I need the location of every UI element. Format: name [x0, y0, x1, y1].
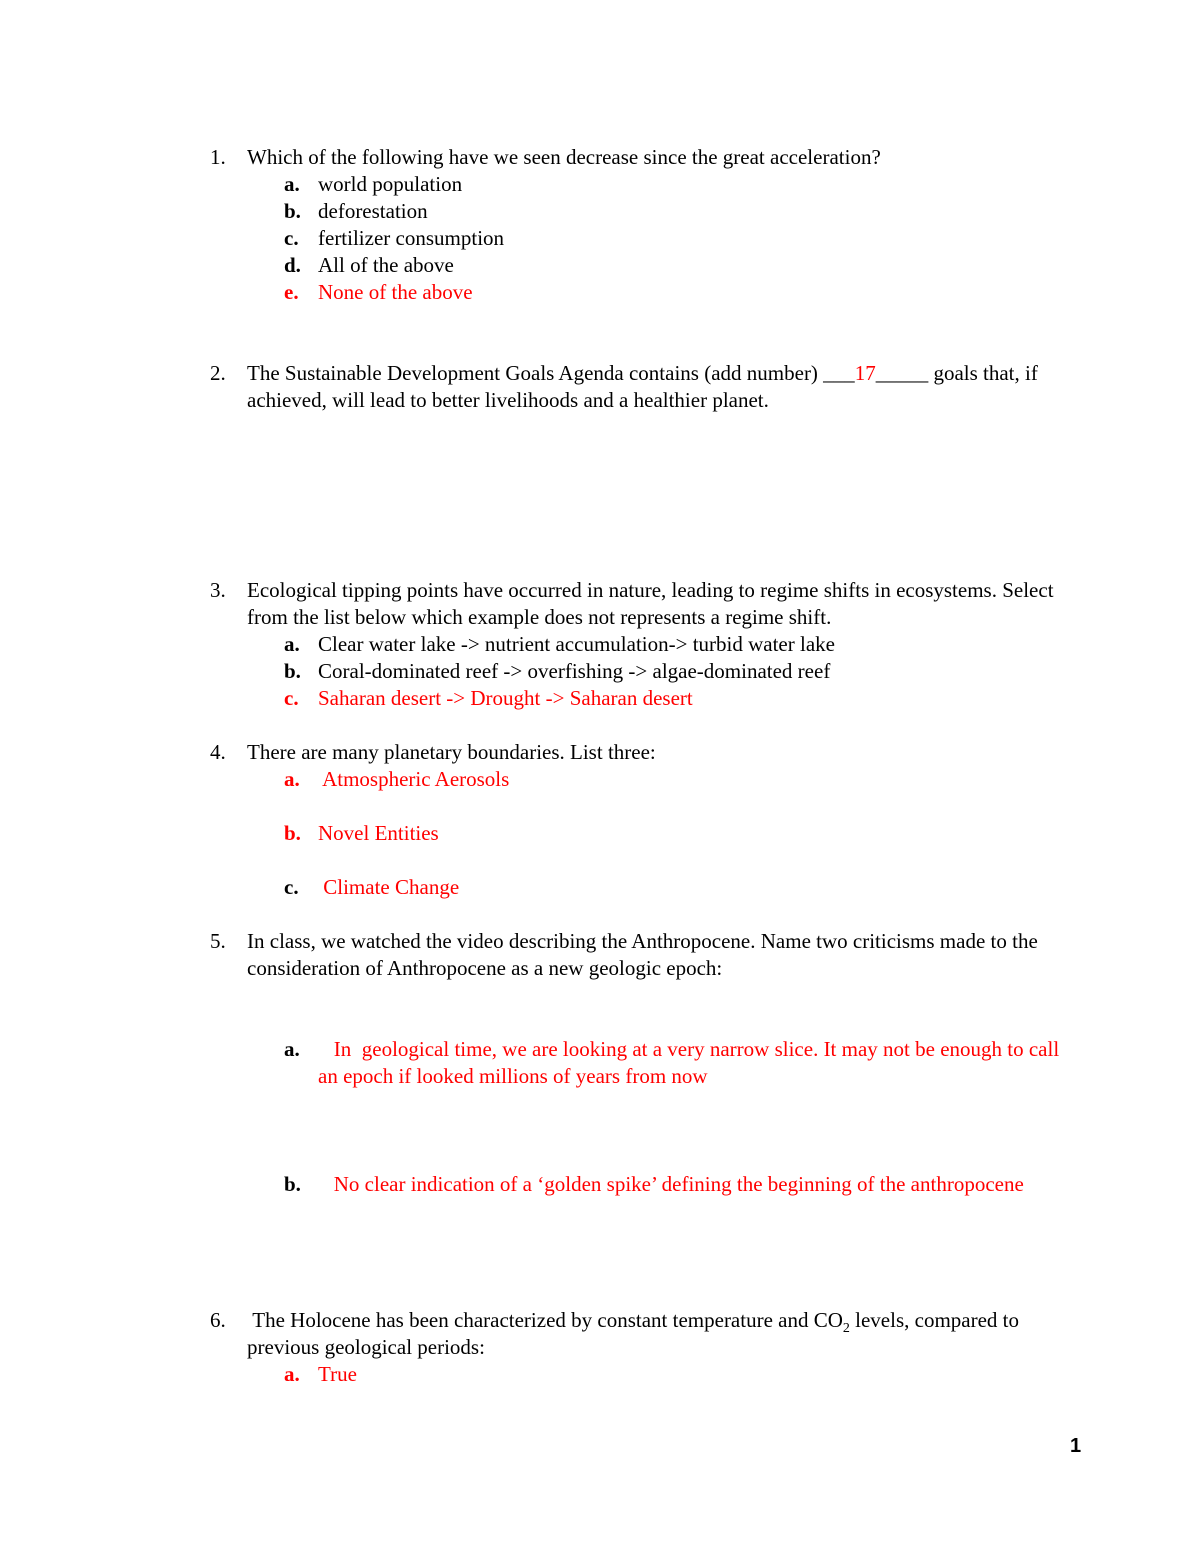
question-number: 2.	[210, 361, 226, 385]
option-text: deforestation	[318, 199, 428, 223]
option-c-answer	[284, 685, 1084, 712]
option-a	[284, 631, 1084, 658]
option-letter: b.	[284, 821, 301, 845]
option-letter: a.	[284, 172, 300, 196]
option-letter: e.	[284, 280, 299, 304]
option-text: All of the above	[318, 253, 454, 277]
option-c-answer	[284, 874, 1084, 901]
question-text: In class, we watched the video describing the Anthropocene. Name two criticisms made to the consideration of Anthropocene as a new geologic epoch:	[247, 929, 1038, 980]
option-text: Climate Change	[318, 875, 460, 899]
option-text: True	[318, 1362, 357, 1386]
option-a-answer	[284, 1361, 1084, 1388]
option-text: world population	[318, 172, 463, 196]
option-text: Atmospheric Aerosols	[318, 767, 510, 791]
question-text: Which of the following have we seen decrease since the great acceleration?	[247, 145, 881, 169]
question-number: 6.	[210, 1308, 226, 1332]
subscript: 2	[842, 1321, 850, 1337]
question-number: 3.	[210, 578, 226, 602]
page-number: 1	[1070, 1435, 1082, 1457]
question-text	[247, 1307, 1090, 1361]
option-text: No clear indication of a ‘golden spike’ defining the beginning of the anthropocene	[318, 1172, 1024, 1196]
question-text: Ecological tipping points have occurred in nature, leading to regime shifts in ecosystems. Select from the list below which example does not represents a regime shift.	[247, 578, 1054, 629]
option-c	[284, 225, 1084, 252]
question-text	[247, 360, 1090, 414]
question-number: 4.	[210, 740, 226, 764]
question-5	[210, 928, 1090, 1198]
question-text-after: _____ goals that, if achieved, will lead to better livelihoods and a healthier planet.	[247, 361, 1038, 412]
option-letter: b.	[284, 199, 301, 223]
option-a-answer	[284, 766, 1084, 793]
option-e-answer	[284, 279, 1084, 306]
option-letter: c.	[284, 686, 299, 710]
question-2	[210, 360, 1090, 414]
question-text: There are many planetary boundaries. List three:	[247, 740, 656, 764]
question-3	[210, 577, 1090, 712]
option-d	[284, 252, 1084, 279]
option-text: Saharan desert -> Drought -> Saharan desert	[318, 686, 693, 710]
option-letter: c.	[284, 226, 299, 250]
option-b	[284, 658, 1084, 685]
option-letter: a.	[284, 1362, 300, 1386]
option-text: Clear water lake -> nutrient accumulation-> turbid water lake	[318, 632, 835, 656]
option-letter: a.	[284, 767, 300, 791]
option-text: None of the above	[318, 280, 473, 304]
option-a	[284, 171, 1084, 198]
option-letter: a.	[284, 1037, 300, 1061]
option-text: Coral-dominated reef -> overfishing -> algae-dominated reef	[318, 659, 831, 683]
option-b	[284, 198, 1084, 225]
question-number: 1.	[210, 145, 226, 169]
option-letter: a.	[284, 632, 300, 656]
option-text: In geological time, we are looking at a very narrow slice. It may not be enough to call an epoch if looked millions of years from now	[318, 1037, 1065, 1088]
question-4	[210, 739, 1090, 901]
question-text-before: The Holocene has been characterized by constant temperature and CO	[247, 1308, 843, 1332]
option-text: Novel Entities	[318, 821, 439, 845]
question-6	[210, 1307, 1090, 1388]
option-a-answer	[284, 1036, 1084, 1090]
question-text-after: levels, compared to previous geological periods:	[247, 1308, 1020, 1359]
fill-in-answer: 17	[854, 361, 876, 385]
option-b-answer	[284, 820, 1084, 847]
option-letter: b.	[284, 1172, 301, 1196]
option-letter: d.	[284, 253, 301, 277]
option-b-answer	[284, 1171, 1084, 1198]
question-1	[210, 144, 1090, 306]
option-letter: c.	[284, 875, 299, 899]
question-text-before: The Sustainable Development Goals Agenda contains (add number) ___	[247, 361, 855, 385]
option-letter: b.	[284, 659, 301, 683]
option-text: fertilizer consumption	[318, 226, 505, 250]
question-number: 5.	[210, 929, 226, 953]
